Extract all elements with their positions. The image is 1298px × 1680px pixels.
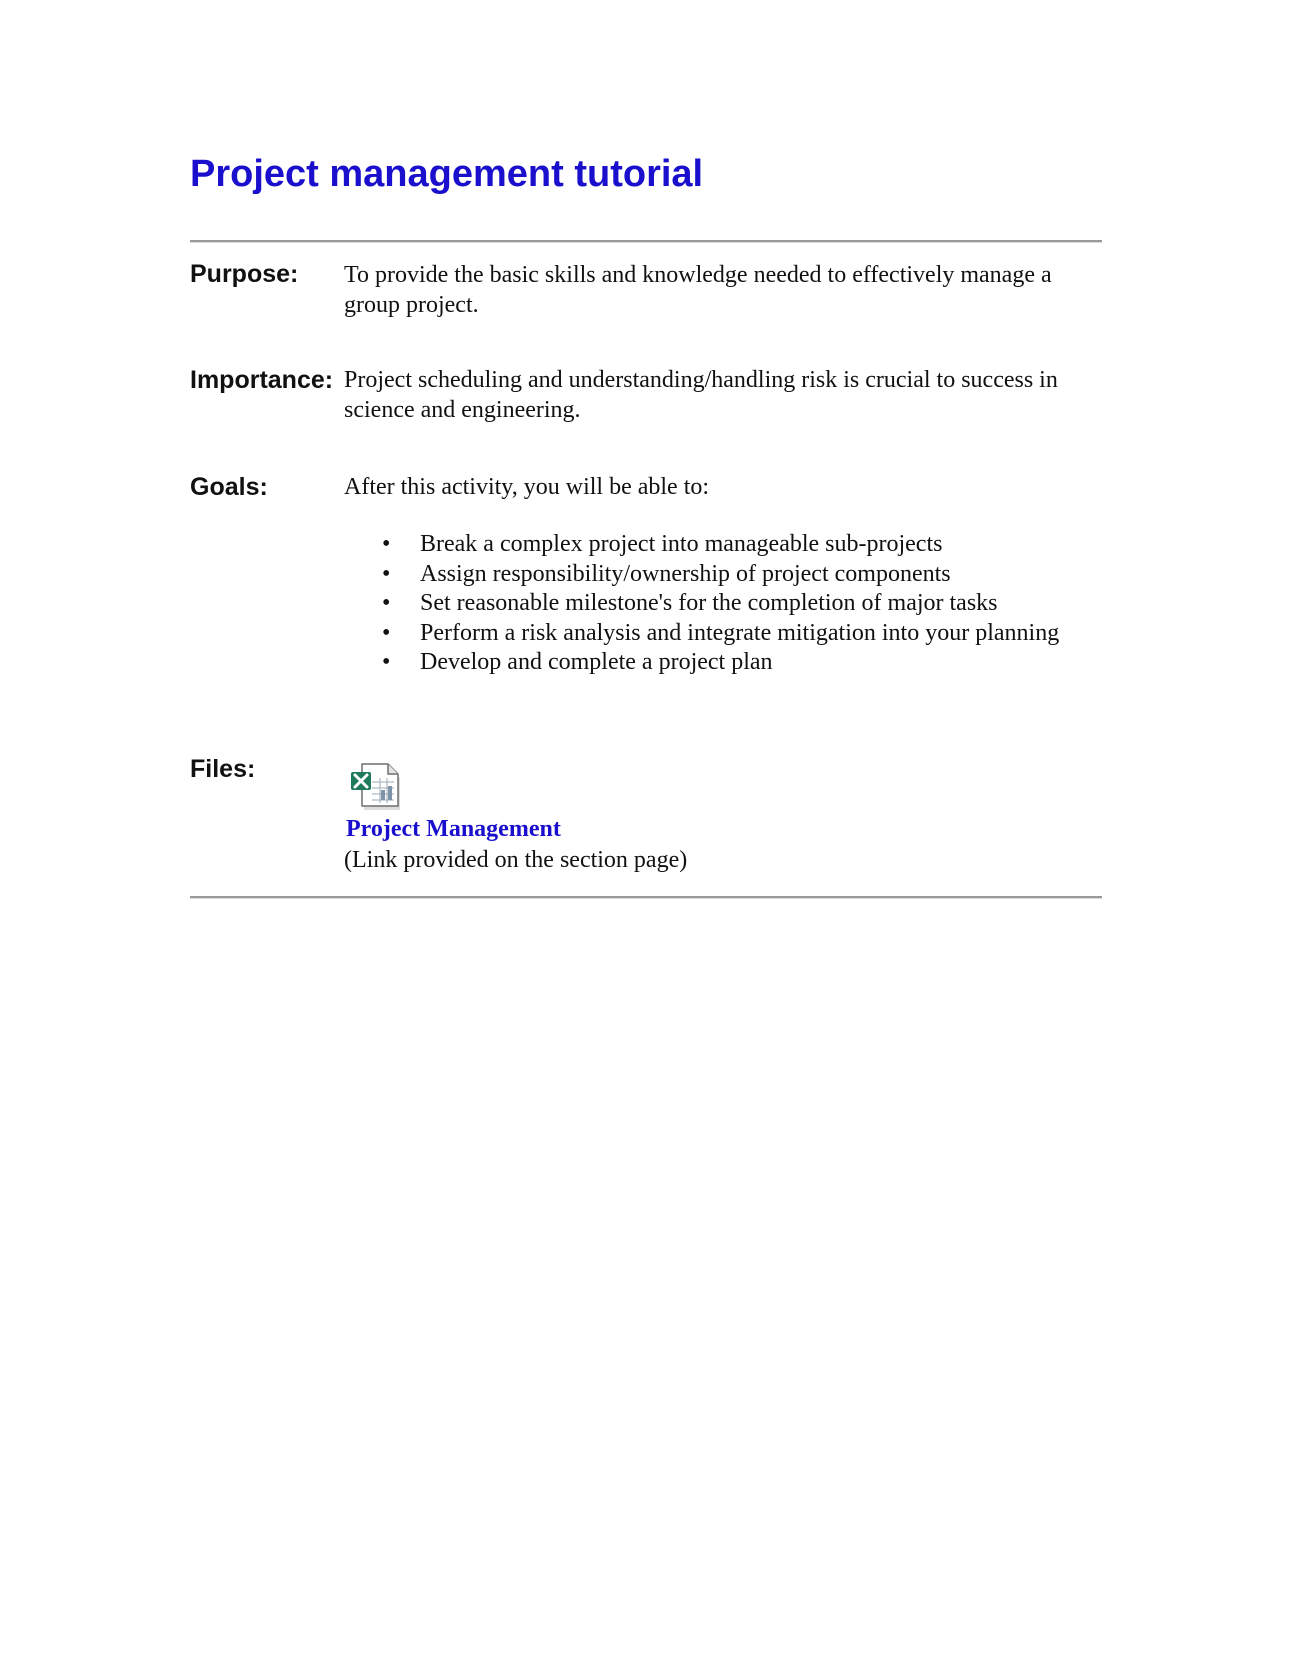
goal-text: Assign responsibility/ownership of project components bbox=[420, 560, 951, 587]
bullet-icon: • bbox=[382, 619, 391, 646]
bullet-icon: • bbox=[382, 560, 391, 587]
goals-label: Goals: bbox=[190, 473, 268, 501]
project-management-link[interactable]: Project Management bbox=[346, 816, 561, 842]
list-item bbox=[344, 530, 1104, 560]
goal-text: Develop and complete a project plan bbox=[420, 649, 773, 675]
bottom-divider bbox=[190, 896, 1102, 899]
list-item bbox=[344, 648, 1104, 678]
list-item bbox=[344, 560, 1104, 590]
files-label: Files: bbox=[190, 755, 256, 783]
page-title: Project management tutorial bbox=[190, 153, 704, 195]
goal-text: Set reasonable milestone's for the completion of major tasks bbox=[420, 590, 998, 616]
purpose-label: Purpose: bbox=[190, 260, 299, 288]
purpose-text: To provide the basic skills and knowledge needed to effectively manage a group project. bbox=[344, 262, 1052, 318]
importance-text: Project scheduling and understanding/handling risk is crucial to success in science and engineering. bbox=[344, 367, 1058, 423]
goal-text: Perform a risk analysis and integrate mitigation into your planning bbox=[420, 619, 1060, 646]
goals-intro: After this activity, you will be able to: bbox=[344, 474, 710, 500]
bullet-icon: • bbox=[382, 590, 391, 616]
bullet-icon: • bbox=[382, 531, 391, 557]
excel-file-icon[interactable] bbox=[348, 760, 402, 810]
top-divider bbox=[190, 240, 1102, 243]
bullet-icon: • bbox=[382, 649, 391, 675]
goal-text: Break a complex project into manageable sub-projects bbox=[420, 531, 943, 557]
importance-label: Importance: bbox=[190, 366, 334, 394]
list-item bbox=[344, 589, 1104, 619]
file-link-note: (Link provided on the section page) bbox=[344, 847, 688, 873]
list-item bbox=[344, 619, 1104, 649]
goals-list bbox=[344, 530, 1104, 678]
